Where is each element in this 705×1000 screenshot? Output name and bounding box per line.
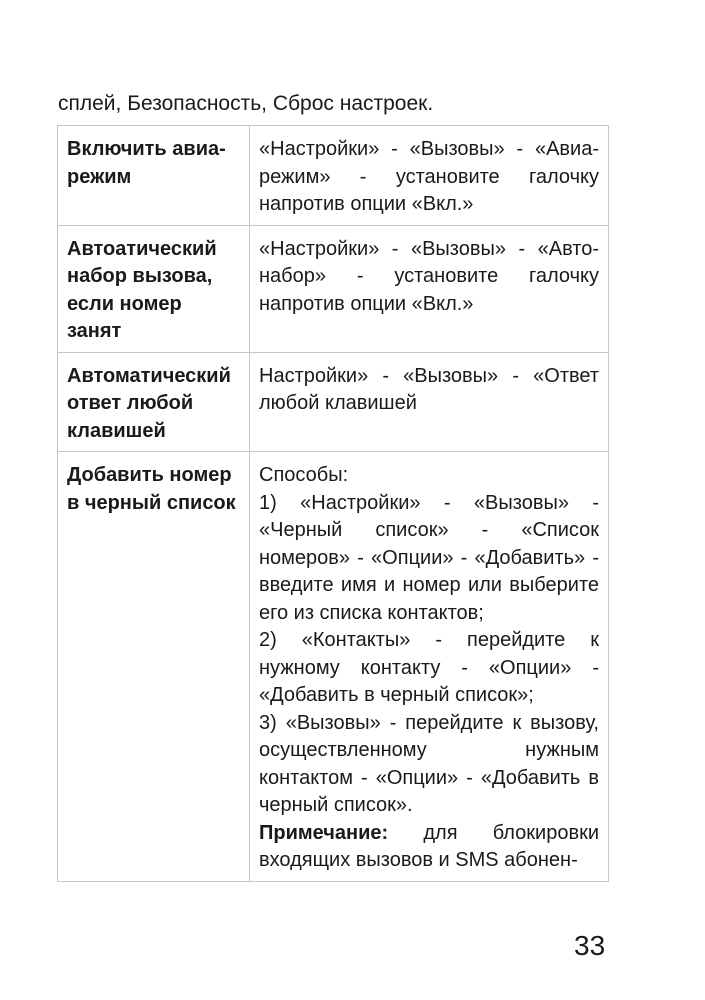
note-paragraph bbox=[259, 820, 599, 875]
description-cell bbox=[250, 225, 609, 352]
settings-table bbox=[57, 125, 609, 882]
description-text: 3) «Вызовы» - перейдите к вызову, осуществленному нужным контактом - «Опции» - «Добавить в черный список». bbox=[259, 711, 599, 816]
note-label: Примечание: bbox=[259, 821, 389, 844]
intro-text: сплей, Безопасность, Сброс настроек. bbox=[58, 92, 434, 115]
page-number: 33 bbox=[574, 930, 606, 961]
description-cell bbox=[250, 352, 609, 452]
description-text: «Настройки» - «Вызовы» - «Авиа-режим» - установите галочку напротив опции «Вкл.» bbox=[259, 138, 599, 215]
description-text: Настройки» - «Вызовы» - «Ответ любой клавишей bbox=[259, 364, 599, 414]
note-text: для блокировки входящих вызовов и SMS абонен- bbox=[259, 821, 599, 871]
description-cell bbox=[250, 126, 609, 226]
description-text: Способы: bbox=[259, 464, 349, 486]
table-row bbox=[58, 225, 609, 352]
description-cell bbox=[250, 452, 609, 882]
description-text: 1) «Настройки» - «Вызовы» - «Черный список» - «Список номеров» - «Опции» - «Добавить» - введите имя и номер или выберите его из списка контактов; bbox=[259, 491, 599, 624]
option-cell: Включить авиа-режим bbox=[58, 126, 250, 226]
option-cell: Добавить номер в черный список bbox=[58, 452, 250, 882]
description-text: 2) «Контакты» - перейдите к нужному контакту - «Опции» - «Добавить в черный список»; bbox=[259, 629, 599, 706]
table-row bbox=[58, 452, 609, 882]
table-row bbox=[58, 126, 609, 226]
option-cell: Автоматический ответ любой клавишей bbox=[58, 352, 250, 452]
option-cell: Автоатический набор вызова, если номер занят bbox=[58, 225, 250, 352]
description-text: «Настройки» - «Вызовы» - «Авто-набор» - установите галочку напротив опции «Вкл.» bbox=[259, 237, 599, 315]
table-row bbox=[58, 352, 609, 452]
